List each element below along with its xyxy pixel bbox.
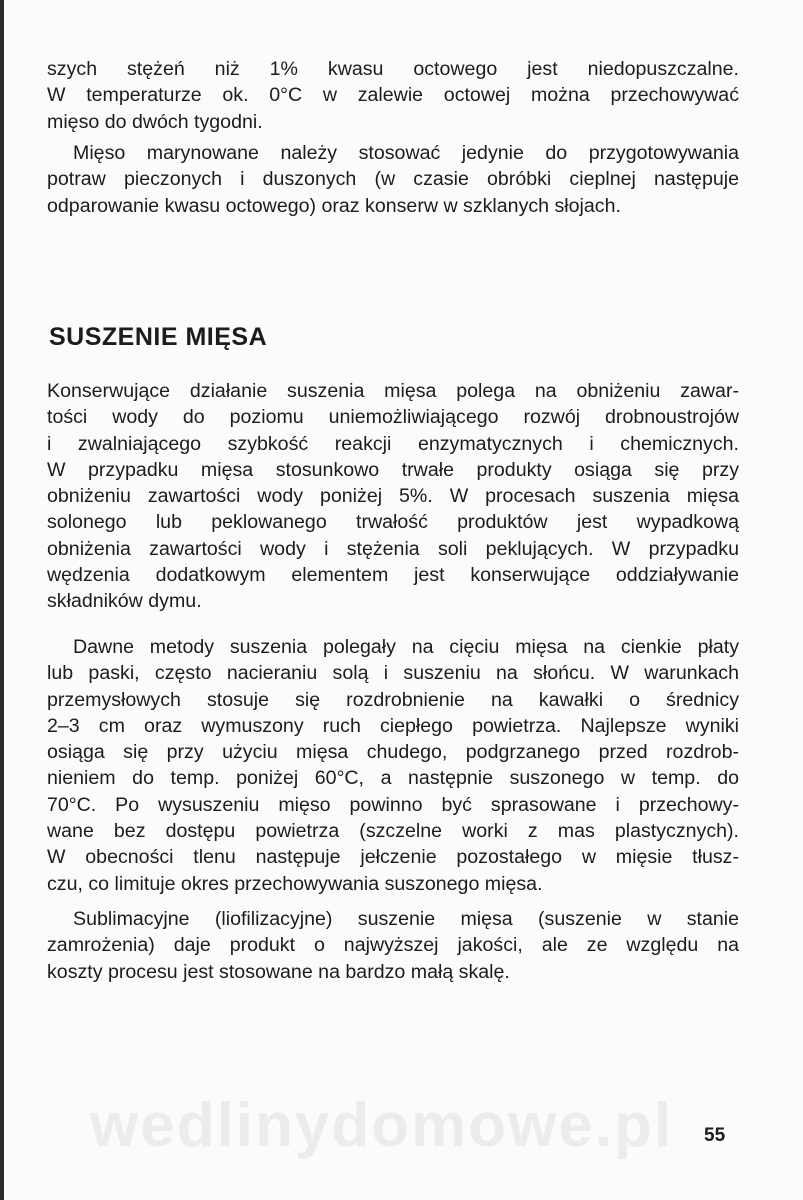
- page-edge-border: [0, 0, 4, 1200]
- text-line: tości wody do poziomu uniemożliwiającego rozwój drobnoustrojów: [47, 406, 739, 429]
- text-line: obniżeniu zawartości wody poniżej 5%. W procesach suszenia mięsa: [47, 485, 739, 508]
- text-line: szych stężeń niż 1% kwasu octowego jest niedopuszczalne.: [47, 58, 739, 80]
- text-line: przemysłowych stosuje się rozdrobnienie na kawałki o średnicy: [47, 688, 739, 711]
- watermark: wedlinydomowe.pl: [90, 1091, 674, 1160]
- section-title: SUSZENIE MIĘSA: [49, 323, 268, 351]
- text-line: składników dymu.: [47, 590, 202, 613]
- text-line: odparowanie kwasu octowego) oraz konserw w szklanych słojach.: [47, 194, 621, 217]
- paragraph-marinated-meat: [47, 140, 739, 219]
- text-line: 2–3 cm oraz wymuszony ruch ciepłego powietrza. Najlepsze wyniki: [47, 714, 739, 737]
- text-line: lub paski, często nacieraniu solą i suszeniu na słońcu. W warunkach: [47, 662, 739, 685]
- paragraph-drying-methods: [47, 634, 739, 897]
- text-line: obniżenia zawartości wody i stężenia soli peklujących. W przypadku: [47, 537, 739, 560]
- text-line: wędzenia dodatkowym elementem jest konserwujące oddziaływanie: [47, 564, 739, 587]
- text-line: Sublimacyjne (liofilizacyjne) suszenie mięsa (suszenie w stanie: [73, 908, 739, 930]
- text-line: 70°C. Po wysuszeniu mięso powinno być sprasowane i przechowy-: [47, 793, 739, 816]
- text-line: czu, co limituje okres przechowywania suszonego mięsa.: [47, 872, 543, 895]
- text-line: osiąga się przy użyciu mięsa chudego, podgrzanego przed rozdrob-: [47, 741, 739, 764]
- paragraph-continuation: [47, 56, 739, 135]
- text-line: W przypadku mięsa stosunkowo trwałe produkty osiąga się przy: [47, 458, 739, 481]
- text-line: mięso do dwóch tygodni.: [47, 110, 263, 133]
- text-line: W obecności tlenu następuje jełczenie pozostałego w mięsie tłusz-: [47, 846, 739, 869]
- page-number: 55: [704, 1125, 726, 1146]
- text-line: wane bez dostępu powietrza (szczelne worki z mas plastycznych).: [47, 820, 739, 843]
- text-line: potraw pieczonych i duszonych (w czasie obróbki cieplnej następuje: [47, 168, 739, 191]
- text-line: nieniem do temp. poniżej 60°C, a następnie suszonego w temp. do: [47, 767, 739, 790]
- text-line: Dawne metody suszenia polegały na cięciu mięsa na cienkie płaty: [73, 636, 739, 658]
- paragraph-drying-intro: [47, 378, 739, 615]
- paragraph-freeze-drying: [47, 906, 739, 985]
- text-line: W temperaturze ok. 0°C w zalewie octowej można przechowywać: [47, 84, 739, 107]
- text-line: Mięso marynowane należy stosować jedynie do przygotowywania: [73, 142, 739, 164]
- text-line: koszty procesu jest stosowane na bardzo małą skalę.: [47, 960, 510, 983]
- text-line: i zwalniającego szybkość reakcji enzymatycznych i chemicznych.: [47, 432, 739, 455]
- text-line: Konserwujące działanie suszenia mięsa polega na obniżeniu zawar-: [47, 380, 739, 402]
- text-line: solonego lub peklowanego trwałość produktów jest wypadkową: [47, 511, 739, 534]
- text-line: zamrożenia) daje produkt o najwyższej jakości, ale ze względu na: [47, 934, 739, 957]
